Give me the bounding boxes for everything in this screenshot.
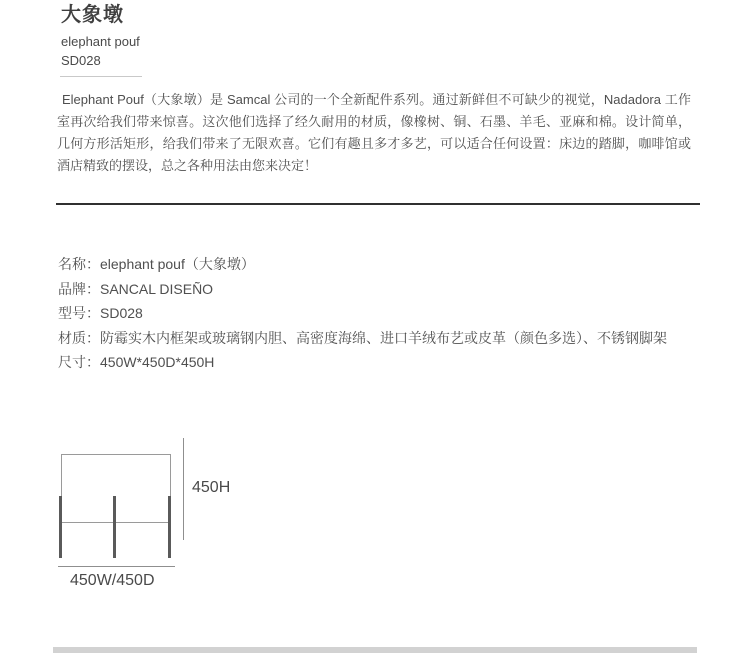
spec-value: 450W*450D*450H	[100, 354, 215, 370]
spec-row-model	[58, 301, 698, 326]
spec-label: 型号	[58, 305, 86, 321]
spec-separator: ：	[86, 329, 100, 346]
header-underline	[60, 76, 142, 77]
spec-separator: ：	[86, 256, 100, 272]
pouf-leg-right	[168, 496, 171, 558]
spec-label: 品牌	[58, 280, 86, 297]
spec-value: SD028	[100, 305, 143, 321]
product-title-en: elephant pouf	[61, 34, 140, 49]
bottom-divider-bar	[53, 647, 697, 653]
spec-separator: ：	[86, 354, 100, 370]
product-description: Elephant Pouf（大象墩）是 Samcal 公司的一个全新配件系列。通过新鲜但不可缺少的视觉，Nadadora 工作室再次给我们带来惊喜。这次他们选择了经久耐用的材质，像橡树、铜、石墨、羊毛、亚麻和棉。设计简单，几何方形活矩形，给我们带来了无限欢喜。它们有趣且多才多艺，可以适合任何设置：床边的踏脚，咖啡馆或酒店精致的摆设，总之各种用法由您来决定！	[57, 92, 691, 173]
pouf-body-outline	[61, 454, 171, 523]
product-model-code: SD028	[61, 53, 101, 68]
spec-separator: ：	[86, 305, 100, 321]
spec-separator: ：	[86, 280, 100, 297]
spec-value: elephant pouf（大象墩）	[100, 256, 255, 272]
width-depth-dimension-label: 450W/450D	[70, 572, 155, 589]
spec-label: 名称	[58, 256, 86, 272]
pouf-leg-middle	[113, 496, 116, 558]
height-dimension-line	[183, 438, 184, 540]
product-title-cn: 大象墩	[61, 4, 124, 26]
spec-row-material	[58, 326, 698, 351]
spec-label: 尺寸	[58, 354, 86, 370]
spec-row-name	[58, 252, 698, 277]
spec-label: 材质	[58, 329, 86, 346]
width-dimension-line	[58, 566, 175, 567]
spec-list	[58, 252, 698, 375]
spec-value: 防霉实木内框架或玻璃钢内胆、高密度海绵、进口羊绒布艺或皮革（颜色多选）、不锈钢脚架	[100, 329, 667, 346]
dimension-diagram	[50, 435, 330, 605]
pouf-leg-left	[59, 496, 62, 558]
section-divider	[56, 203, 700, 205]
spec-row-size	[58, 350, 698, 375]
spec-value: SANCAL DISEÑO	[100, 280, 214, 297]
height-dimension-label: 450H	[192, 479, 231, 496]
spec-row-brand	[58, 277, 698, 302]
